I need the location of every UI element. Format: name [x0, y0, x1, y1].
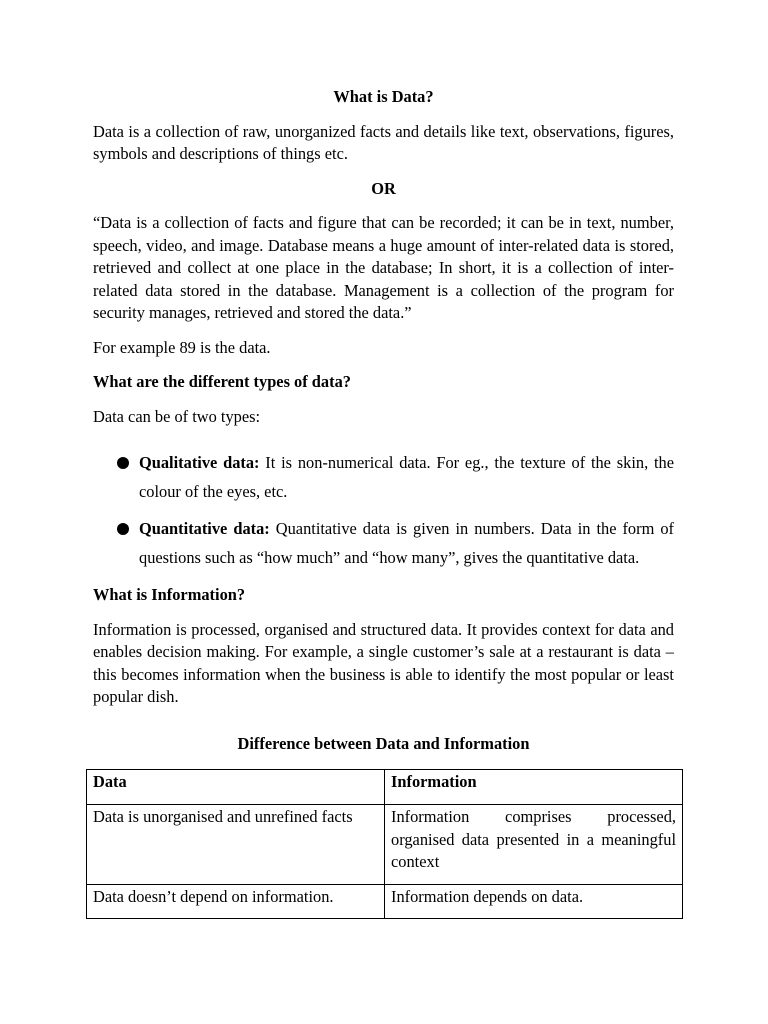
types-list — [93, 448, 674, 572]
type-description: Quantitative data is given in numbers. Data in the form of questions such as “how much” and “how many”, gives the quantitative data. — [139, 519, 674, 567]
table-cell: Data doesn’t depend on information. — [87, 884, 385, 919]
table-cell: Data is unorganised and unrefined facts — [87, 805, 385, 885]
table-header-cell: Information — [385, 770, 683, 805]
table-row — [87, 805, 683, 885]
type-term: Qualitative data: — [139, 453, 260, 472]
list-item — [93, 448, 674, 506]
table-title: Difference between Data and Information — [237, 734, 530, 753]
page-title: What is Data? — [333, 87, 434, 106]
bullet-icon — [117, 457, 129, 469]
data-definition: Data is a collection of raw, unorganized facts and details like text, observations, figures, symbols and descriptions of things etc. — [93, 121, 674, 163]
table-cell: Information comprises processed, organised data presented in a meaningful context — [385, 805, 683, 885]
table-header-row — [87, 770, 683, 805]
table-header-cell: Data — [87, 770, 385, 805]
info-heading: What is Information? — [93, 585, 246, 604]
or-separator: OR — [371, 178, 396, 198]
type-term: Quantitative data: — [139, 519, 270, 538]
type-description: It is non-numerical data. For eg., the texture of the skin, the colour of the eyes, etc. — [139, 453, 674, 501]
types-heading: What are the different types of data? — [93, 372, 351, 391]
list-item — [93, 514, 674, 572]
example-text: For example 89 is the data. — [93, 337, 271, 357]
table-cell: Information depends on data. — [385, 884, 683, 919]
bullet-icon — [117, 523, 129, 535]
types-intro: Data can be of two types: — [93, 406, 261, 426]
document-body — [93, 86, 674, 721]
table-row — [87, 884, 683, 919]
data-quote: “Data is a collection of facts and figure that can be recorded; it can be in text, number, speech, video, and image. Database means a huge amount of inter-related data is stored, retrieved and collect at one place in the database; In short, it is a collection of inter-related data stored in the database. Management is a collection of the program for security manages, retrieved and stored the data.” — [93, 213, 674, 322]
difference-table — [86, 769, 683, 919]
info-text: Information is processed, organised and structured data. It provides context for data and enables decision making. For example, a single customer’s sale at a restaurant is data – this becomes information when the business is able to identify the most popular or least popular dish. — [93, 619, 674, 706]
